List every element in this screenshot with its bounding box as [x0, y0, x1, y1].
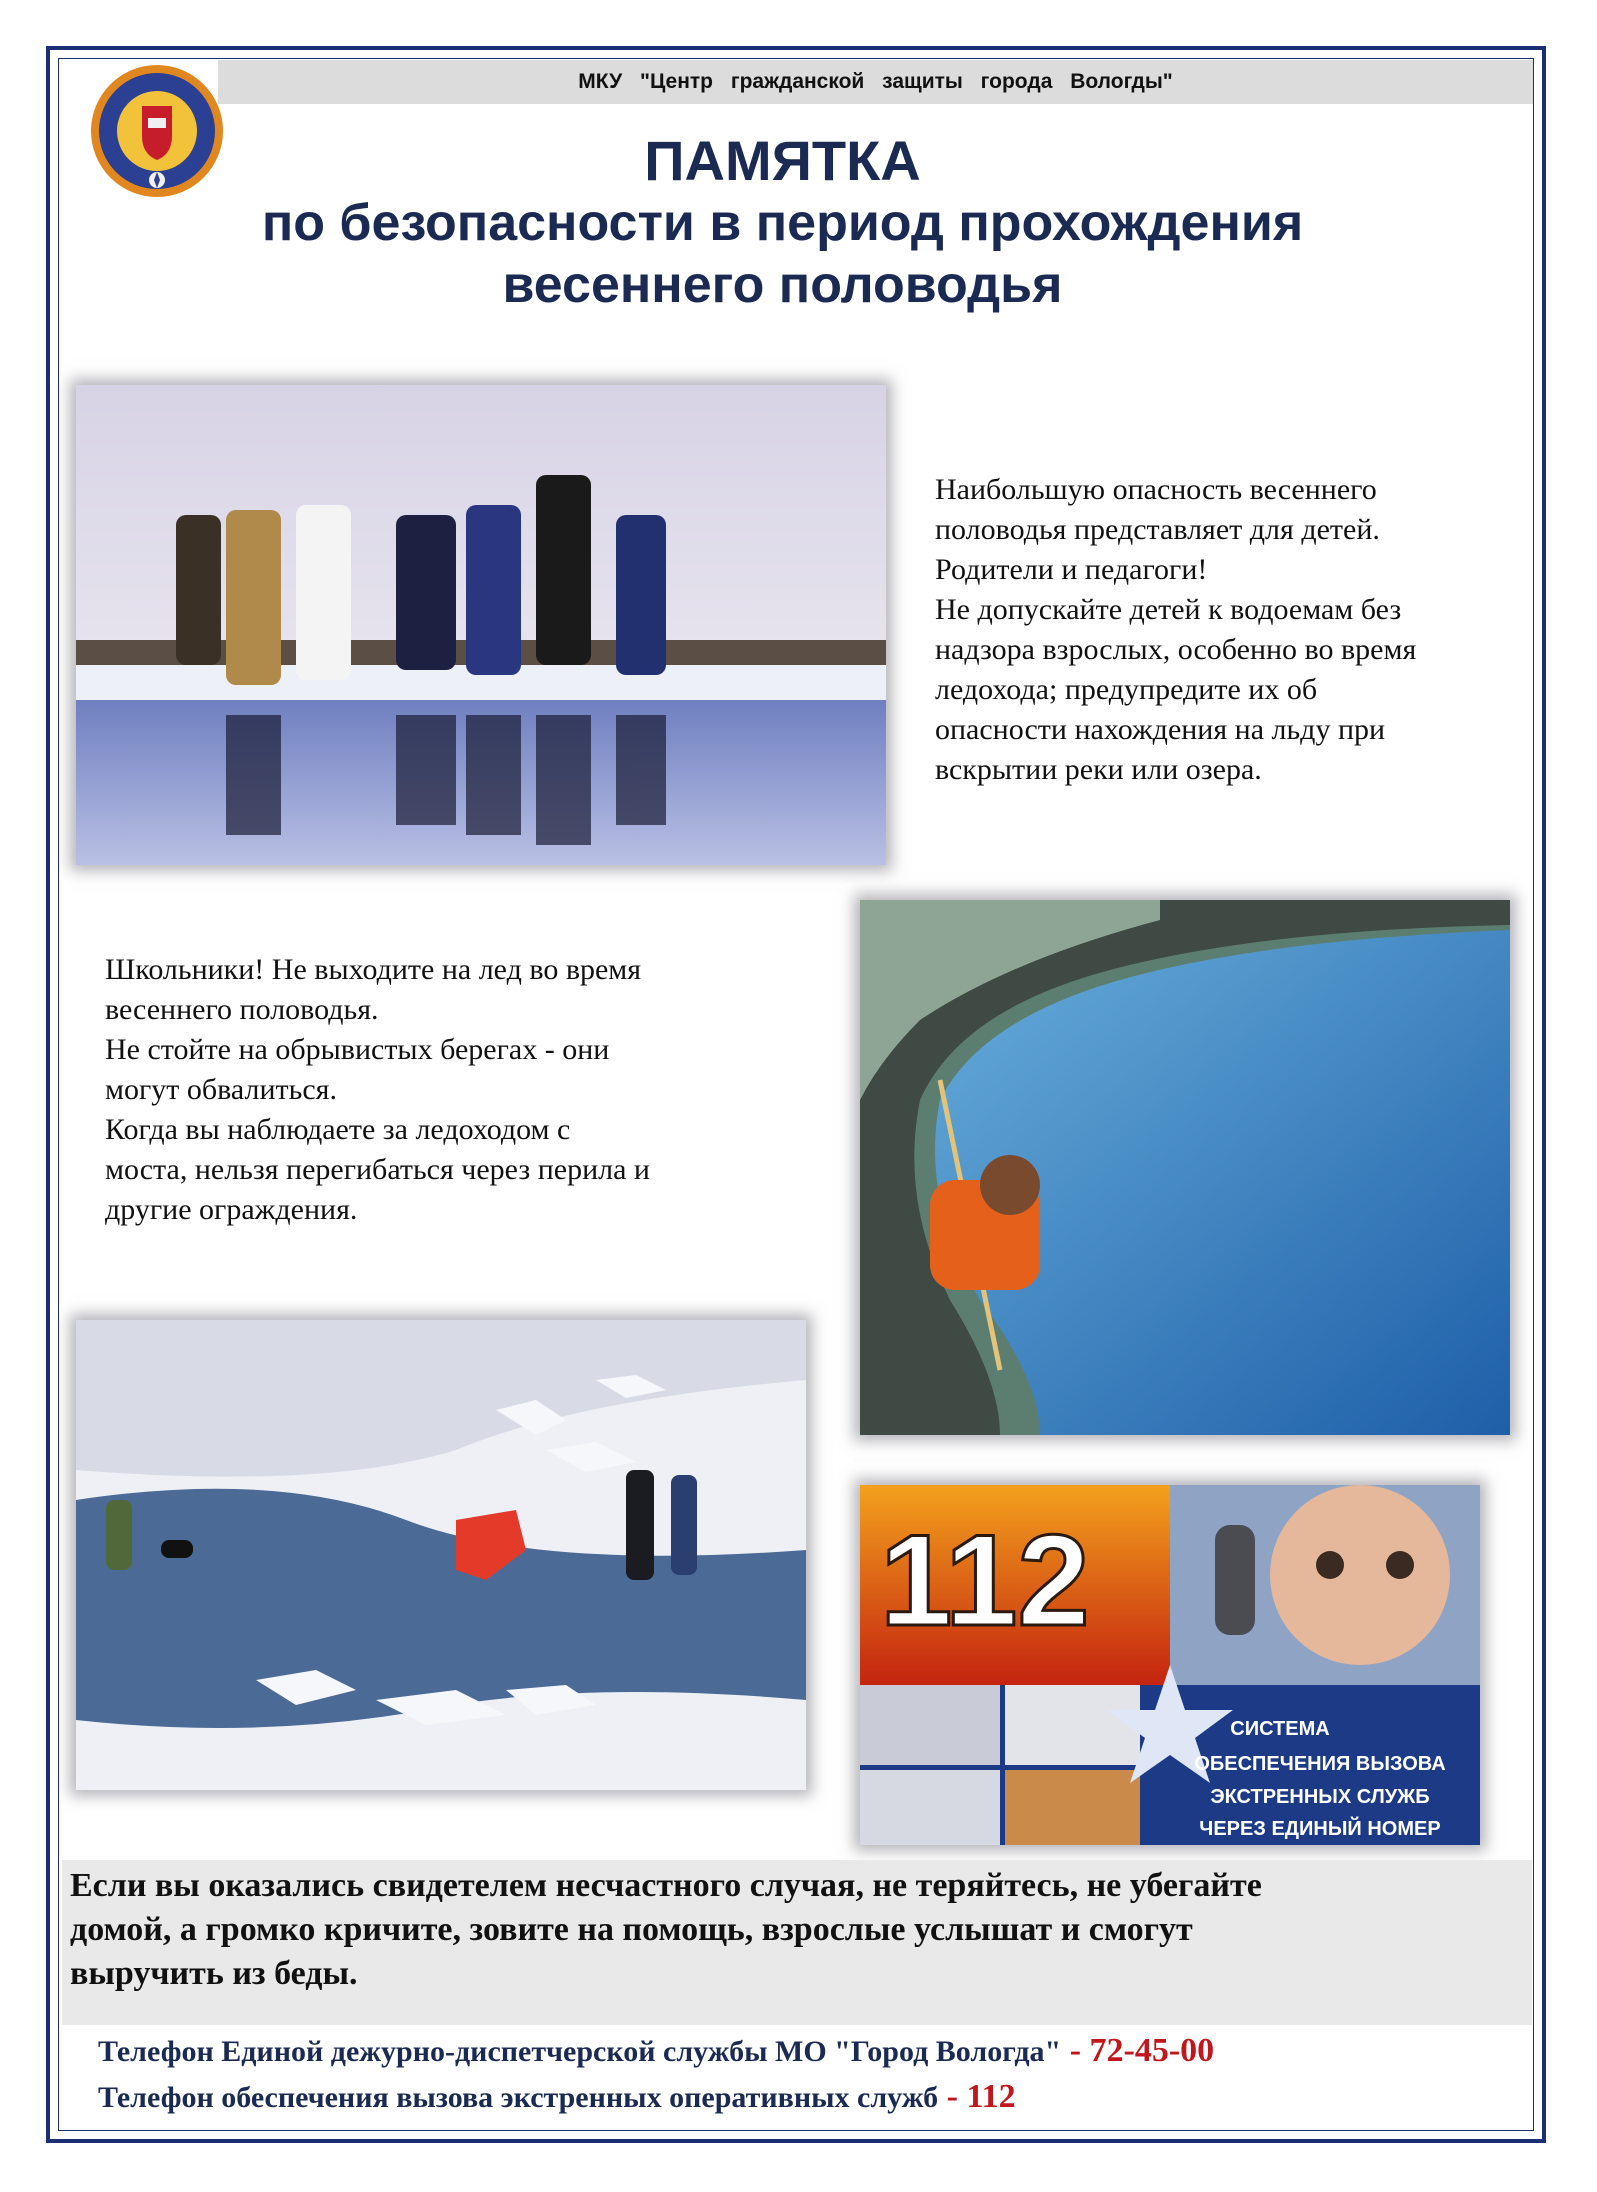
emergency-phone-label: Телефон обеспечения вызова экстренных оперативных служб	[98, 2081, 939, 2114]
parents-advice-text	[935, 470, 1416, 790]
emergency-caption-line: ЧЕРЕЗ ЕДИНЫЙ НОМЕР	[1199, 1818, 1441, 1840]
dispatch-phone-label: Телефон Единой дежурно-диспетчерской службы МО "Город Вологда"	[98, 2035, 1062, 2068]
dispatch-phone-line	[98, 2032, 1214, 2070]
warning-text	[70, 1864, 1520, 1996]
text-line: могут обвалиться.	[105, 1073, 337, 1106]
text-line: Наибольшую опасность весеннего	[935, 473, 1377, 506]
photo-child-at-ice-edge	[860, 900, 1510, 1435]
photo-children-on-ice	[76, 385, 886, 865]
emergency-number-text: 112	[880, 1507, 1090, 1653]
text-line: Не допускайте детей к водоемам без	[935, 593, 1402, 626]
warning-line: выручить из беды.	[70, 1955, 358, 1992]
title-line-3: весеннего половодья	[502, 256, 1063, 314]
header-bar	[218, 60, 1533, 104]
schoolchildren-advice-text	[105, 950, 650, 1230]
text-line: Школьники! Не выходите на лед во время	[105, 953, 642, 986]
emergency-caption-line: ОБЕСПЕЧЕНИЯ ВЫЗОВА	[1194, 1753, 1446, 1775]
text-line: весеннего половодья.	[105, 993, 379, 1026]
text-line: ледохода; предупредите их об	[935, 673, 1318, 706]
organization-name: МКУ "Центр гражданской защиты города Вологды"	[578, 70, 1173, 93]
emergency-phone-line	[98, 2078, 1016, 2116]
emergency-phone-number: - 112	[938, 2078, 1016, 2115]
emergency-caption-line: СИСТЕМА	[1230, 1718, 1330, 1740]
text-line: половодья представляет для детей.	[935, 513, 1380, 546]
text-line: вскрытии реки или озера.	[935, 753, 1262, 786]
text-line: надзора взрослых, особенно во время	[935, 633, 1417, 666]
text-line: Родители и педагоги!	[935, 553, 1208, 586]
photo-112-emergency-system	[860, 1485, 1480, 1845]
photo-children-on-ice-floes	[76, 1320, 806, 1790]
page-title	[110, 130, 1455, 316]
text-line: моста, нельзя перегибаться через перила и	[105, 1153, 650, 1186]
text-line: Не стойте на обрывистых берегах - они	[105, 1033, 610, 1066]
dispatch-phone-number: - 72-45-00	[1061, 2032, 1215, 2069]
text-line: Когда вы наблюдаете за ледоходом с	[105, 1113, 571, 1146]
title-line-1: ПАМЯТКА	[644, 129, 921, 192]
title-line-2: по безопасности в период прохождения	[261, 194, 1304, 252]
emergency-caption-line: ЭКСТРЕННЫХ СЛУЖБ	[1210, 1786, 1430, 1808]
text-line: опасности нахождения на льду при	[935, 713, 1386, 746]
warning-line: Если вы оказались свидетелем несчастного случая, не теряйтесь, не убегайте	[70, 1867, 1262, 1904]
text-line: другие ограждения.	[105, 1193, 358, 1226]
warning-line: домой, а громко кричите, зовите на помощь, взрослые услышат и смогут	[70, 1911, 1193, 1948]
